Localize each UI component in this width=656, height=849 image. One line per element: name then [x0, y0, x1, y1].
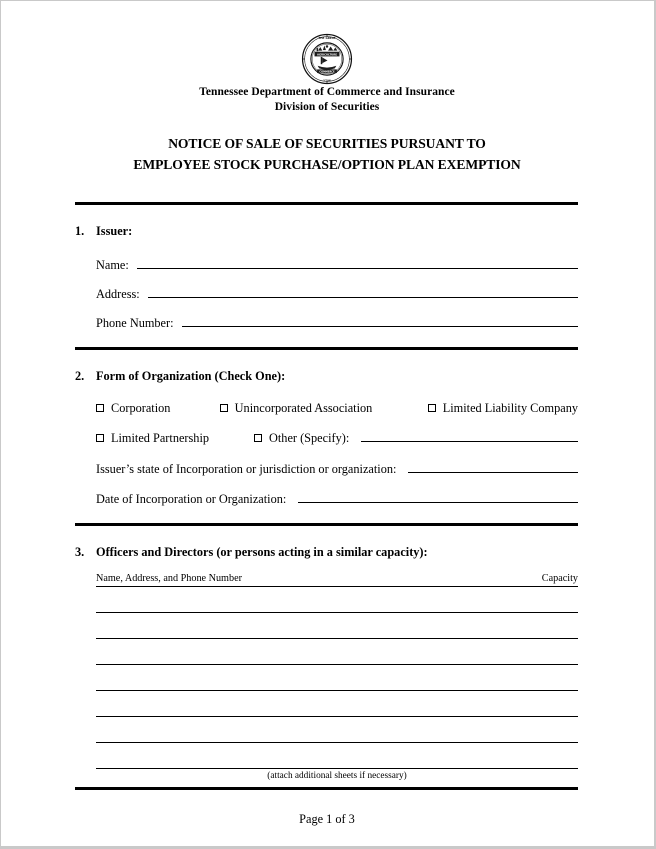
checkbox-icon [428, 404, 436, 412]
section-issuer [75, 224, 578, 330]
column-header-capacity: Capacity [541, 573, 578, 584]
issuer-address-label: Address: [96, 287, 140, 301]
section-divider-bottom [75, 787, 578, 790]
other-specify-input[interactable] [361, 429, 578, 442]
section-1-fields [96, 256, 578, 330]
table-row[interactable] [96, 665, 578, 691]
tennessee-state-seal-icon [301, 33, 353, 85]
section-form-of-organization [75, 369, 578, 506]
agency-line-2: Division of Securities [274, 101, 380, 113]
state-of-incorporation-row [96, 460, 578, 476]
seal-container [0, 0, 654, 82]
table-row[interactable] [96, 639, 578, 665]
svg-text:COMMERCE: COMMERCE [319, 70, 335, 74]
section-divider-top [75, 202, 578, 205]
state-of-incorporation-label: Issuer’s state of Incorporation or jurisdiction or organization: [96, 462, 397, 476]
date-of-incorporation-row [96, 490, 578, 506]
organization-type-row-1 [96, 401, 578, 415]
checkbox-corporation-label: Corporation [111, 401, 171, 415]
organization-type-row-2 [96, 429, 578, 445]
issuer-address-input[interactable] [148, 285, 578, 298]
checkbox-limited-liability-company[interactable] [428, 401, 578, 415]
svg-text:AGRICULTURE: AGRICULTURE [317, 53, 337, 57]
title-line-1: NOTICE OF SALE OF SECURITIES PURSUANT TO [168, 136, 486, 151]
section-3-title: Officers and Directors (or persons acting in a similar capacity): [96, 545, 428, 559]
checkbox-limited-partnership[interactable] [96, 431, 254, 445]
issuer-phone-input[interactable] [182, 314, 578, 327]
officers-table [96, 573, 578, 785]
checkbox-unincorporated-association-label: Unincorporated Association [234, 401, 373, 415]
section-2-body [96, 401, 578, 506]
title-line-2: EMPLOYEE STOCK PURCHASE/OPTION PLAN EXEMPTION [133, 157, 521, 172]
date-of-incorporation-input[interactable] [298, 490, 578, 503]
checkbox-other[interactable] [254, 431, 349, 445]
section-divider-1 [75, 347, 578, 350]
table-row[interactable] [96, 587, 578, 613]
checkbox-icon [254, 434, 262, 442]
issuer-phone-row [96, 314, 578, 330]
section-1-number: 1. [75, 224, 85, 238]
section-2-number: 2. [75, 369, 85, 383]
agency-name [0, 85, 654, 115]
issuer-name-row [96, 256, 578, 272]
section-divider-2 [75, 523, 578, 526]
checkbox-icon [96, 434, 104, 442]
section-2-heading [75, 369, 578, 384]
table-row[interactable] [96, 717, 578, 743]
state-of-incorporation-input[interactable] [408, 460, 578, 473]
svg-text:THE GREAT: THE GREAT [318, 36, 336, 41]
issuer-name-label: Name: [96, 258, 129, 272]
table-row[interactable] [96, 613, 578, 639]
checkbox-limited-partnership-label: Limited Partnership [111, 431, 210, 445]
table-row[interactable] [96, 691, 578, 717]
section-3-heading [75, 545, 578, 560]
column-header-name-address-phone: Name, Address, and Phone Number [96, 573, 242, 584]
agency-line-1: Tennessee Department of Commerce and Insurance [199, 86, 455, 98]
date-of-incorporation-label: Date of Incorporation or Organization: [96, 492, 287, 506]
officers-table-header [96, 573, 578, 587]
section-3-number: 3. [75, 545, 85, 559]
issuer-phone-label: Phone Number: [96, 316, 174, 330]
checkbox-other-label: Other (Specify): [269, 431, 350, 445]
page-number-footer: Page 1 of 3 [299, 812, 355, 826]
checkbox-icon [220, 404, 228, 412]
checkbox-limited-liability-company-label: Limited Liability Company [442, 401, 578, 415]
section-1-heading [75, 224, 578, 239]
section-1-title: Issuer: [96, 224, 133, 238]
section-officers-and-directors [75, 545, 578, 785]
section-2-title: Form of Organization (Check One): [96, 369, 286, 383]
page-title [0, 133, 654, 175]
table-row[interactable] [96, 743, 578, 769]
checkbox-icon [96, 404, 104, 412]
issuer-name-input[interactable] [137, 256, 578, 269]
checkbox-unincorporated-association[interactable] [220, 401, 428, 415]
svg-text:1796: 1796 [323, 78, 331, 83]
attach-sheets-note: (attach additional sheets if necessary) [267, 771, 407, 781]
issuer-address-row [96, 285, 578, 301]
checkbox-corporation[interactable] [96, 401, 220, 415]
